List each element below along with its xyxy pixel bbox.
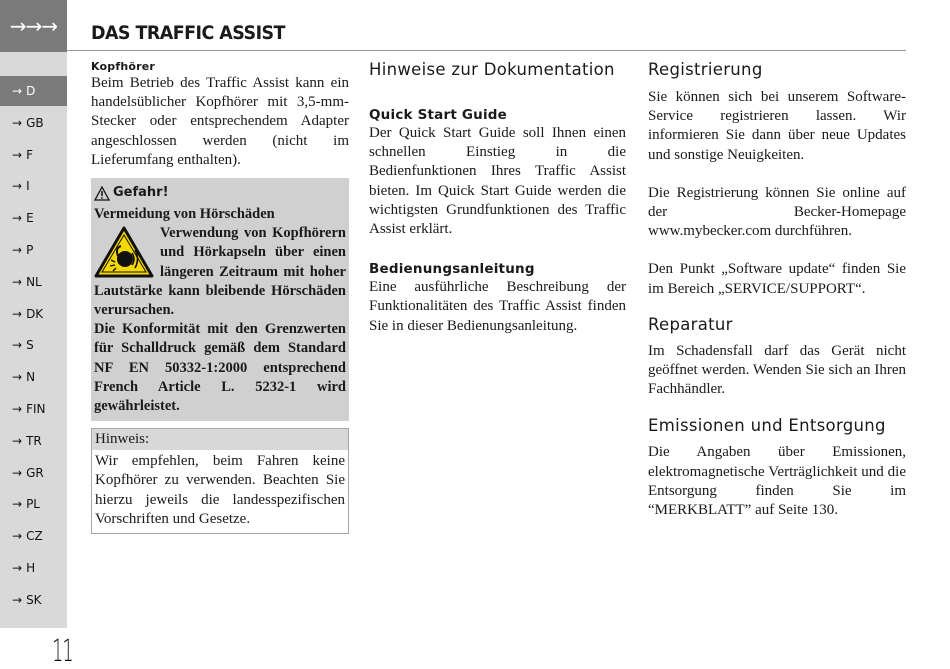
language-label: NL	[26, 274, 42, 289]
language-label: E	[26, 211, 34, 226]
arrow-right-icon: →	[12, 433, 23, 448]
language-label: GB	[26, 115, 44, 130]
arrow-right-icon: →	[12, 306, 23, 321]
page-title: DAS TRAFFIC ASSIST	[91, 22, 285, 44]
header-divider	[67, 50, 906, 51]
danger-text: Verwendung von Kopfhörern und Hörkapseln über einen längeren Zeitraum mit hoher Lautstärke kann bleibende Hörschäden verursachen.	[94, 225, 346, 319]
language-label: FIN	[26, 402, 46, 416]
language-label: PL	[26, 497, 40, 512]
language-label: CZ	[26, 529, 43, 544]
registration-heading: Registrierung	[648, 60, 763, 79]
emission-text: Die Angaben über Emissionen, elektromagnetische Verträglichkeit und die Entsorgung finden Sie im “MERKBLATT” auf Seite 130.	[648, 444, 906, 519]
language-label: TR	[26, 433, 42, 448]
warning-triangle-icon	[94, 186, 110, 201]
language-item-h[interactable]	[0, 553, 67, 583]
arrow-right-icon: →	[12, 561, 23, 575]
language-item-tr[interactable]	[0, 426, 67, 456]
documentation-heading: Hinweise zur Dokumentation	[369, 60, 615, 79]
registration-text-3: Den Punkt „Software update“ finden Sie im Bereich „SERVICE/SUPPORT“.	[648, 261, 906, 297]
language-item-fin[interactable]	[0, 394, 67, 424]
registration-text-2: Die Registrierung können Sie online auf der Becker-Homepage www.mybecker.com durchführen.	[648, 184, 906, 240]
headphones-paragraph: Beim Betrieb des Traffic Assist kann ein handelsüblicher Kopfhörer mit 3,5-mm-Stecker oder entsprechendem Adapter angeschlossen werden (nicht im Lieferumfang enthalten).	[91, 75, 349, 168]
language-item-f[interactable]	[0, 140, 67, 170]
language-item-p[interactable]	[0, 235, 67, 265]
language-label: I	[26, 179, 30, 194]
arrow-right-icon: →	[12, 274, 23, 289]
danger-label: Gefahr!	[113, 185, 169, 201]
language-label: SK	[26, 592, 42, 607]
language-label: H	[26, 561, 36, 575]
quick-start-heading: Quick Start Guide	[369, 107, 508, 123]
column-registration	[648, 60, 906, 520]
hint-box	[91, 428, 349, 534]
language-label: N	[26, 370, 36, 385]
column-documentation	[369, 60, 626, 336]
language-label: GR	[26, 465, 44, 480]
arrow-right-icon: →	[12, 115, 23, 130]
language-item-sk[interactable]	[0, 585, 67, 615]
repair-heading: Reparatur	[648, 314, 733, 334]
column-headphones	[91, 60, 349, 534]
arrow-right-icon: →	[12, 211, 23, 226]
corner-arrows: →→→	[0, 0, 67, 52]
arrow-right-icon: →	[12, 243, 23, 257]
language-item-dk[interactable]	[0, 299, 67, 329]
language-label: F	[26, 147, 33, 162]
language-label: P	[26, 243, 34, 257]
language-item-d[interactable]	[0, 76, 67, 106]
language-label: DK	[26, 306, 44, 321]
emission-heading: Emissionen und Entsorgung	[648, 416, 886, 436]
arrow-right-icon: →	[12, 529, 23, 544]
arrow-right-icon: →	[12, 370, 23, 385]
danger-subtitle: Vermeidung von Hörschäden	[94, 206, 275, 223]
headphones-heading: Kopfhörer	[91, 60, 156, 73]
hearing-hazard-icon	[94, 226, 154, 278]
language-item-gb[interactable]	[0, 108, 67, 138]
language-label: S	[26, 338, 34, 353]
arrow-right-icon: →	[12, 84, 23, 98]
manual-heading: Bedienungsanleitung	[369, 261, 535, 278]
page-number: 11	[52, 634, 73, 669]
quick-start-text: Der Quick Start Guide soll Ihnen einen schnellen Einstieg in die Bedienfunktionen Ihres Traffic Assist bieten. Im Quick Start Guide werden die wichtigsten Grundfunktionen des Traffic Assist erklärt.	[369, 125, 626, 238]
language-item-e[interactable]	[0, 203, 67, 233]
arrow-right-icon: →	[12, 179, 23, 194]
hint-text: Wir empfehlen, beim Fahren keine Kopfhörer zu verwenden. Beachten Sie hierzu jeweils die landesspezifischen Vorschriften und Gesetze.	[95, 453, 345, 527]
language-item-nl[interactable]	[0, 267, 67, 297]
registration-text-1: Sie können sich bei unserem Software-Service registrieren lassen. Wir informieren Sie dann über neue Updates und sonstige Neuigkeiten.	[648, 89, 906, 163]
language-item-cz[interactable]	[0, 521, 67, 551]
arrow-right-icon: →	[12, 592, 23, 607]
language-item-i[interactable]	[0, 171, 67, 201]
language-label: D	[26, 84, 36, 98]
arrow-right-icon: →	[12, 402, 23, 416]
language-item-s[interactable]	[0, 330, 67, 360]
danger-header	[94, 181, 346, 205]
arrow-right-icon: →	[12, 338, 23, 353]
arrow-right-icon: →	[12, 497, 23, 512]
danger-text-2: Die Konformität mit den Grenzwerten für Schalldruck gemäß dem Standard NF EN 50332-1:2000 entsprechend French Article L. 5232-1 wird gewährleistet.	[94, 321, 346, 415]
repair-text: Im Schadensfall darf das Gerät nicht geöffnet werden. Wenden Sie sich an Ihren Fachhändler.	[648, 342, 906, 398]
danger-text-block	[94, 224, 346, 416]
danger-box	[91, 178, 349, 421]
language-item-gr[interactable]	[0, 458, 67, 488]
hint-label: Hinweis:	[92, 429, 348, 450]
manual-text: Eine ausführliche Beschreibung der Funktionalitäten des Traffic Assist finden Sie in dieser Bedienungsanleitung.	[369, 279, 626, 334]
arrow-right-icon: →	[12, 147, 23, 162]
arrow-right-icon: →	[12, 465, 23, 480]
language-item-pl[interactable]	[0, 489, 67, 519]
language-item-n[interactable]	[0, 362, 67, 392]
